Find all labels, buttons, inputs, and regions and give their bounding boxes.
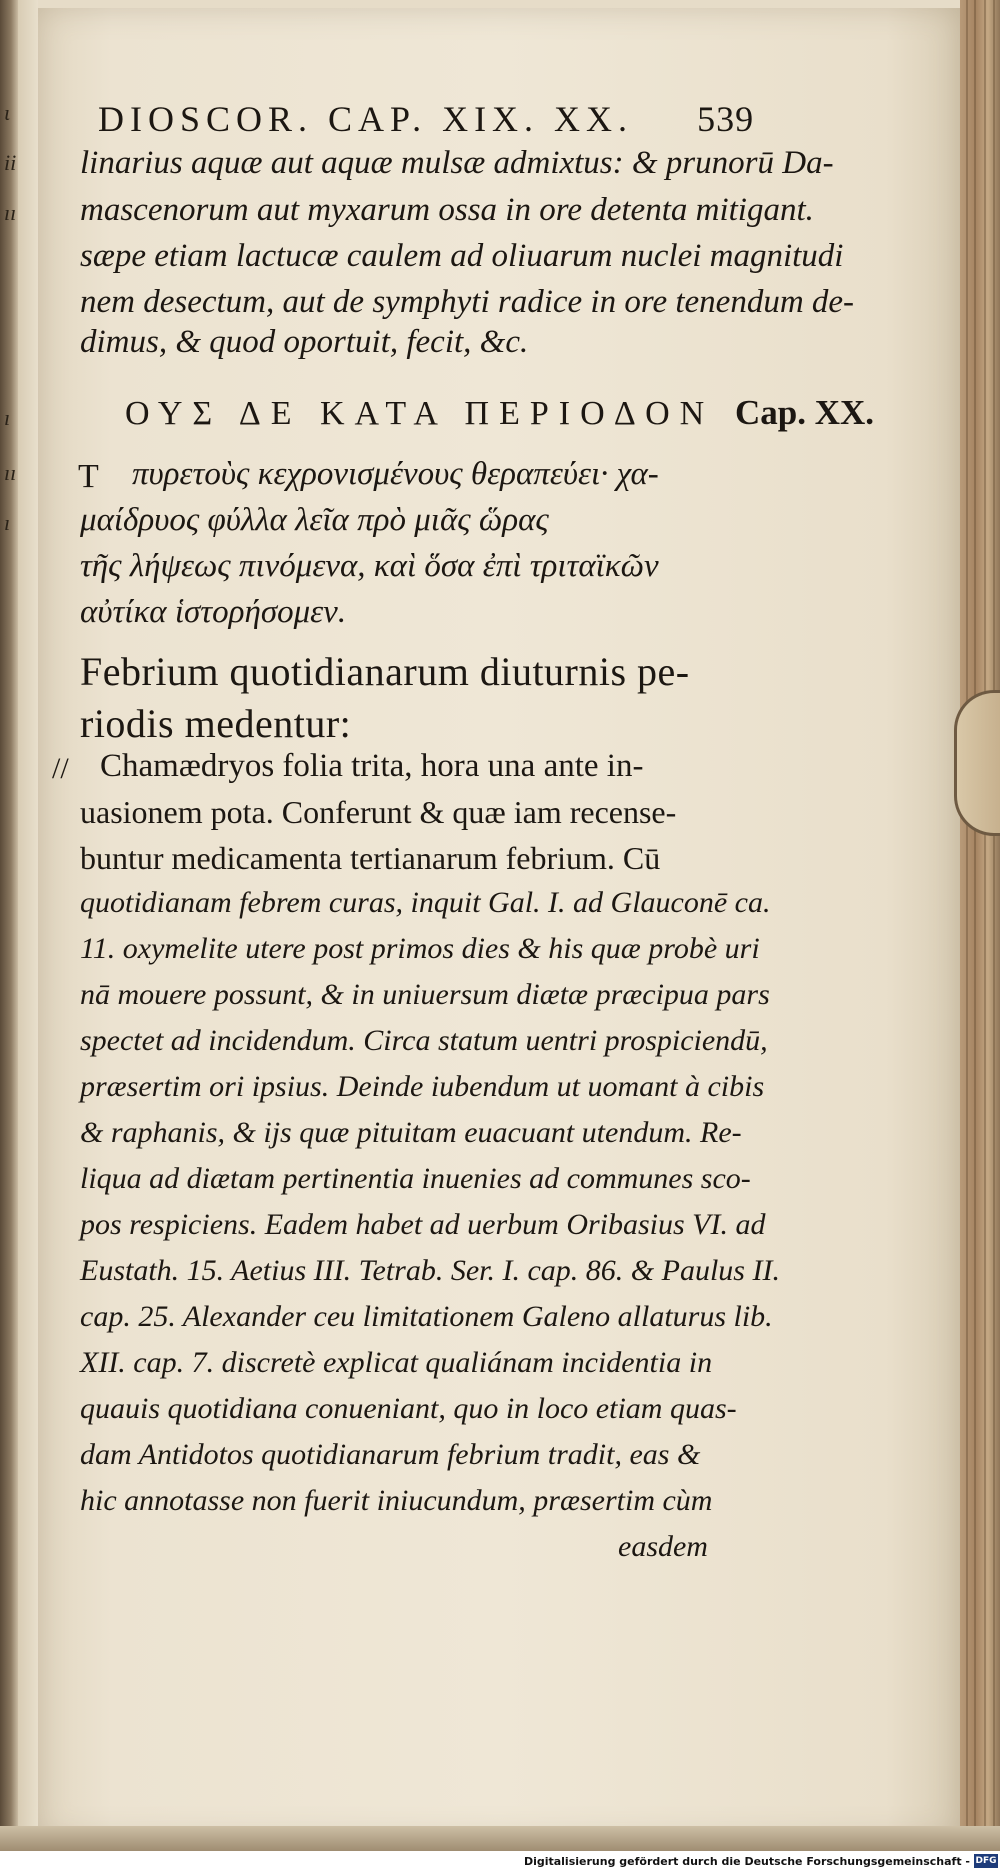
latin-line: Chamædryos folia trita, hora una ante in- bbox=[100, 748, 644, 784]
page-paper bbox=[38, 8, 960, 1838]
running-title: DIOSCOR. CAP. XIX. XX. bbox=[98, 99, 634, 139]
latin-line: 11. oxymelite utere post primos dies & his quæ probè uri bbox=[80, 932, 760, 965]
page-bottom-edge bbox=[0, 1826, 1000, 1851]
greek-line: μαίδρυος φύλλα λεῖα πρὸ μιᾶς ὥρας bbox=[80, 502, 549, 538]
chapter-label: Cap. XX. bbox=[735, 393, 875, 432]
margin-mark: ı bbox=[4, 405, 11, 430]
book-spine bbox=[0, 0, 18, 1851]
margin-mark: ii bbox=[4, 150, 17, 175]
latin-line: nā mouere possunt, & in uniuersum diætæ præcipua pars bbox=[80, 978, 770, 1011]
margin-mark: ı bbox=[4, 510, 11, 535]
greek-initial: Τ bbox=[78, 458, 99, 495]
running-header bbox=[98, 98, 754, 140]
greek-line: τῆς λήψεως πινόμενα, καὶ ὅσα ἐπὶ τριταϊκῶν bbox=[80, 548, 659, 584]
body-line: nem desectum, aut de symphyti radice in ore tenendum de- bbox=[80, 284, 855, 320]
greek-line: πυρετοὺς κεχρονισμένους θεραπεύει· χα- bbox=[132, 456, 659, 492]
latin-line: dam Antidotos quotidianarum febrium tradit, eas & bbox=[80, 1438, 701, 1471]
latin-line: buntur medicamenta tertianarum febrium. Cū bbox=[80, 840, 661, 876]
latin-line: liqua ad diætam pertinentia inuenies ad communes sco- bbox=[80, 1162, 751, 1195]
funding-credit: Digitalisierung gefördert durch die Deutsche Forschungsgemeinschaft - bbox=[523, 1855, 970, 1868]
latin-line: & raphanis, & ijs quæ pituitam euacuant utendum. Re- bbox=[80, 1116, 742, 1149]
latin-line: spectet ad incidendum. Circa statum uentri prospiciendū, bbox=[80, 1024, 768, 1057]
body-line: dimus, & quod oportuit, fecit, &c. bbox=[80, 324, 529, 360]
body-line: sæpe etiam lactucæ caulem ad oliuarum nuclei magnitudi bbox=[80, 238, 844, 274]
page-number: 539 bbox=[697, 99, 755, 139]
page-tab-marker bbox=[954, 690, 1000, 836]
margin-mark: ι bbox=[4, 100, 11, 125]
margin-mark: ıı bbox=[4, 460, 17, 485]
greek-chapter-title: ΟΥΣ ΔΕ ΚΑΤΑ ΠΕΡΙΟΔΟΝ bbox=[125, 395, 715, 432]
catchword: easdem bbox=[618, 1530, 708, 1563]
latin-line: pos respiciens. Eadem habet ad uerbum Oribasius VI. ad bbox=[80, 1208, 766, 1241]
latin-line: uasionem pota. Conferunt & quæ iam recense- bbox=[80, 794, 677, 830]
dfg-logo: DFG bbox=[975, 1856, 997, 1866]
digitization-footer bbox=[0, 1851, 1000, 1872]
margin-mark: ıı bbox=[4, 200, 17, 225]
page-edge bbox=[960, 0, 1000, 1851]
body-line: mascenorum aut myxarum ossa in ore detenta mitigant. bbox=[80, 192, 814, 228]
binding-margin bbox=[18, 0, 38, 1851]
latin-heading: Febrium quotidianarum diuturnis pe- bbox=[80, 649, 690, 694]
latin-line: præsertim ori ipsius. Deinde iubendum ut uomant à cibis bbox=[80, 1070, 765, 1103]
latin-line: Eustath. 15. Aetius III. Tetrab. Ser. I. cap. 86. & Paulus II. bbox=[80, 1254, 780, 1287]
latin-line: quotidianam febrem curas, inquit Gal. I. ad Glauconē ca. bbox=[80, 886, 771, 919]
latin-line: quauis quotidiana conueniant, quo in loco etiam quas- bbox=[80, 1392, 737, 1425]
body-line: linarius aquæ aut aquæ mulsæ admixtus: & prunorū Da- bbox=[80, 145, 834, 181]
latin-line: cap. 25. Alexander ceu limitationem Galeno allaturus lib. bbox=[80, 1300, 773, 1333]
latin-line: XII. cap. 7. discretè explicat qualiánam incidentia in bbox=[80, 1346, 713, 1379]
greek-line: αὐτίκα ἱστορήσομεν. bbox=[80, 594, 347, 630]
latin-heading: riodis medentur: bbox=[80, 701, 352, 746]
paragraph-mark: // bbox=[52, 752, 69, 785]
latin-line: hic annotasse non fuerit iniucundum, præsertim cùm bbox=[80, 1484, 713, 1517]
